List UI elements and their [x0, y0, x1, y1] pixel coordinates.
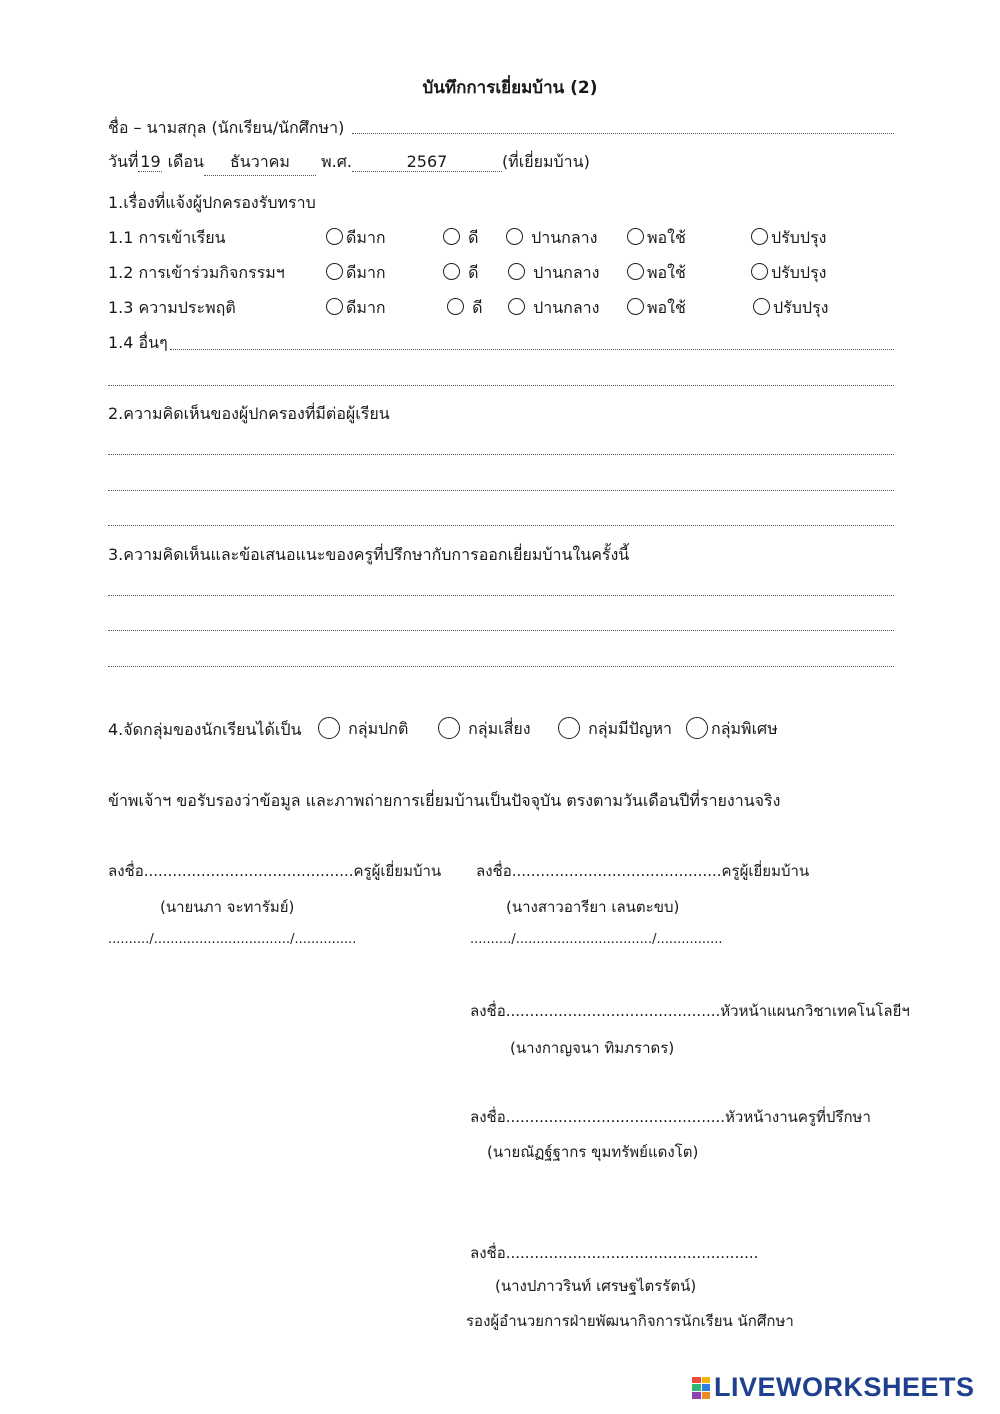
radio-circle-icon[interactable] [443, 263, 460, 280]
parent-comment-line[interactable] [108, 454, 894, 455]
rating-option[interactable] [326, 296, 386, 321]
radio-circle-icon[interactable] [508, 298, 525, 315]
option-label: ดีมาก [346, 298, 386, 317]
option-label: พอใช้ [647, 263, 686, 282]
parent-comment-line[interactable] [108, 525, 894, 526]
option-label: ปานกลาง [533, 263, 600, 282]
teacher1-name: (นายนภา จะทารัมย์) [160, 898, 295, 916]
group-option-special[interactable] [686, 717, 778, 742]
liveworksheets-mark-icon [692, 1377, 710, 1399]
teacher2-name: (นางสาวอารียา เลนตะขบ) [506, 898, 680, 916]
option-label: ดีมาก [346, 263, 386, 282]
option-label: พอใช้ [647, 228, 686, 247]
rating-option[interactable] [443, 261, 478, 286]
option-label: ปรับปรุง [771, 228, 827, 247]
radio-circle-icon[interactable] [751, 228, 768, 245]
radio-circle-icon[interactable] [447, 298, 464, 315]
month-field[interactable]: ธันวาคม [204, 150, 316, 176]
year-label: พ.ศ. [321, 152, 352, 171]
radio-circle-icon[interactable] [508, 263, 525, 280]
radio-circle-icon[interactable] [443, 228, 460, 245]
radio-circle-icon[interactable] [753, 298, 770, 315]
liveworksheets-logo [692, 1372, 975, 1403]
liveworksheets-wordmark: LIVEWORKSHEETS [714, 1372, 975, 1402]
radio-circle-icon[interactable] [326, 228, 343, 245]
rating-row-label: 1.2 การเข้าร่วมกิจกรรมฯ [108, 263, 285, 282]
teacher2-signature-line[interactable]: ลงชื่อ............................................ครูผู้เยี่ยมบ้าน [476, 862, 810, 880]
option-label: กลุ่มเสี่ยง [468, 719, 531, 738]
rating-option[interactable] [627, 226, 686, 251]
rating-option[interactable] [326, 261, 386, 286]
group-option-normal[interactable] [318, 717, 408, 742]
option-label: กลุ่มพิเศษ [711, 719, 778, 738]
teacher1-date[interactable]: ........../................................./............... [108, 932, 357, 947]
radio-circle-icon[interactable] [326, 263, 343, 280]
dept-head-signature-line[interactable]: ลงชื่อ.............................................หัวหน้าแผนกวิชาเทคโนโลยีฯ [470, 1002, 910, 1020]
radio-circle-icon[interactable] [686, 717, 708, 739]
radio-circle-icon[interactable] [318, 717, 340, 739]
option-label: พอใช้ [647, 298, 686, 317]
option-label: ปานกลาง [533, 298, 600, 317]
option-label: กลุ่มปกติ [348, 719, 409, 738]
option-label: ดี [472, 298, 483, 317]
advisor-comment-line[interactable] [108, 595, 894, 596]
parent-comment-line[interactable] [108, 490, 894, 491]
deputy-title: รองผู้อำนวยการฝ่ายพัฒนากิจการนักเรียน นักศึกษา [466, 1312, 794, 1330]
radio-circle-icon[interactable] [506, 228, 523, 245]
radio-circle-icon[interactable] [627, 263, 644, 280]
teacher2-date[interactable]: ........../................................./................ [470, 932, 723, 947]
teacher1-signature-line[interactable]: ลงชื่อ............................................ครูผู้เยี่ยมบ้าน [108, 862, 442, 880]
advisor-head-name: (นายณัฏฐ์ฐากร ขุมทรัพย์แดงโต) [487, 1143, 699, 1161]
option-label: ปรับปรุง [771, 263, 827, 282]
rating-option[interactable] [751, 261, 826, 286]
option-label: ดี [468, 263, 479, 282]
section3-heading: 3.ความคิดเห็นและข้อเสนอแนะของครูที่ปรึกษากับการออกเยี่ยมบ้านในครั้งนี้ [108, 545, 630, 564]
option-label: ดี [468, 228, 479, 247]
group-option-problem[interactable] [558, 717, 672, 742]
rating-row-label: 1.1 การเข้าเรียน [108, 228, 226, 247]
rating-option[interactable] [627, 261, 686, 286]
section2-heading: 2.ความคิดเห็นของผู้ปกครองที่มีต่อผู้เรียน [108, 404, 390, 423]
year-field[interactable]: 2567 [352, 152, 502, 172]
rating-option[interactable] [751, 226, 826, 251]
date-line [108, 150, 590, 176]
other-label: 1.4 อื่นๆ [108, 333, 168, 352]
deputy-name: (นางปภาวรินท์ เศรษฐไตรรัตน์) [495, 1277, 697, 1295]
section1-heading: 1.เรื่องที่แจ้งผู้ปกครองรับทราบ [108, 193, 316, 212]
radio-circle-icon[interactable] [558, 717, 580, 739]
rating-option[interactable] [627, 296, 686, 321]
radio-circle-icon[interactable] [326, 298, 343, 315]
radio-circle-icon[interactable] [627, 228, 644, 245]
day-label: วันที่ [108, 152, 139, 171]
rating-option[interactable] [508, 296, 599, 321]
radio-circle-icon[interactable] [627, 298, 644, 315]
option-label: ดีมาก [346, 228, 386, 247]
advisor-head-signature-line[interactable]: ลงชื่อ..............................................หัวหน้างานครูที่ปรึกษา [470, 1108, 871, 1126]
day-field[interactable]: 19 [140, 152, 161, 171]
rating-option[interactable] [753, 296, 828, 321]
rating-option[interactable] [506, 226, 597, 251]
option-label: กลุ่มมีปัญหา [588, 719, 672, 738]
rating-option[interactable] [508, 261, 599, 286]
month-label: เดือน [167, 152, 204, 171]
dept-head-name: (นางกาญจนา ทิมภราดร) [510, 1039, 675, 1057]
visit-note: (ที่เยี่ยมบ้าน) [501, 152, 590, 171]
name-label: ชื่อ – นามสกุล (นักเรียน/นักศึกษา) [108, 118, 345, 137]
rating-row-label: 1.3 ความประพฤติ [108, 298, 236, 317]
option-label: ปรับปรุง [773, 298, 829, 317]
rating-option[interactable] [447, 296, 482, 321]
group-option-risk[interactable] [438, 717, 531, 742]
student-name-field[interactable] [352, 133, 894, 134]
deputy-signature-line[interactable]: ลงชื่อ..................................................... [470, 1244, 759, 1262]
radio-circle-icon[interactable] [438, 717, 460, 739]
section4-heading: 4.จัดกลุ่มของนักเรียนได้เป็น [108, 720, 302, 739]
advisor-comment-line[interactable] [108, 666, 894, 667]
other-field-line2[interactable] [108, 385, 894, 386]
advisor-comment-line[interactable] [108, 630, 894, 631]
certification-text: ข้าพเจ้าฯ ขอรับรองว่าข้อมูล และภาพถ่ายการเยี่ยมบ้านเป็นปัจจุบัน ตรงตามวันเดือนปีที่รายงานจริง [108, 791, 781, 810]
rating-option[interactable] [326, 226, 386, 251]
other-field[interactable] [170, 349, 894, 350]
option-label: ปานกลาง [531, 228, 598, 247]
rating-option[interactable] [443, 226, 478, 251]
page-title: บันทึกการเยี่ยมบ้าน (2) [422, 78, 598, 98]
radio-circle-icon[interactable] [751, 263, 768, 280]
